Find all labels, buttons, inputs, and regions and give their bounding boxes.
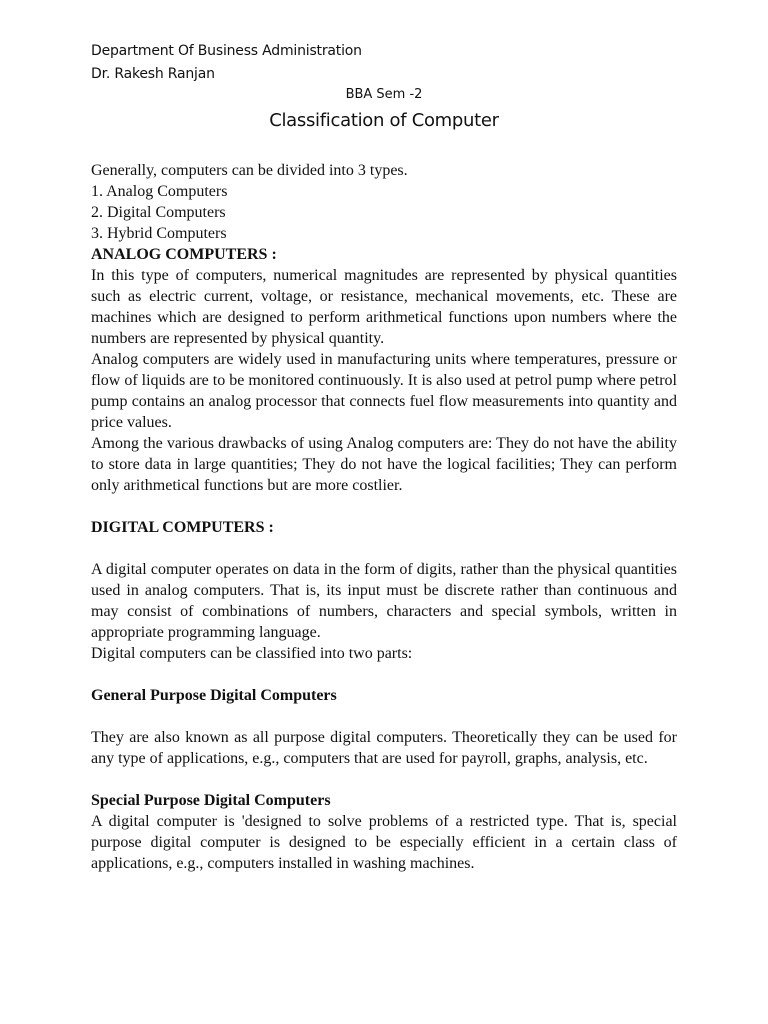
- type-item-hybrid: 3. Hybrid Computers: [91, 225, 227, 242]
- analog-paragraph-3: Among the various drawbacks of using Analog computers are: They do not have the ability to store data in large quantities; They do not have the logical facilities; They can perform only arithmetical functions but are more costlier.: [91, 435, 677, 494]
- intro-text: Generally, computers can be divided into 3 types.: [91, 162, 408, 179]
- analog-heading: ANALOG COMPUTERS :: [91, 246, 277, 263]
- type-item-analog: 1. Analog Computers: [91, 183, 228, 200]
- document-body: [91, 160, 677, 874]
- special-purpose-text: A digital computer is 'designed to solve problems of a restricted type. That is, special purpose digital computer is designed to be especially efficient in a certain class of applications, e.g., computers installed in washing machines.: [91, 813, 677, 872]
- author-name: Dr. Rakesh Ranjan: [91, 66, 215, 82]
- digital-paragraph-2: Digital computers can be classified into two parts:: [91, 645, 413, 662]
- semester-label: BBA Sem -2: [345, 87, 423, 102]
- page-title: Classification of Computer: [269, 110, 499, 131]
- spacer: [91, 664, 677, 685]
- department-name: Department Of Business Administration: [91, 43, 362, 59]
- digital-paragraph-1: A digital computer operates on data in the form of digits, rather than the physical quantities used in analog computers. That is, its input must be discrete rather than continuous and may consist of combinations of numbers, characters and special symbols, written in appropriate programming language.: [91, 561, 677, 641]
- special-purpose-heading: Special Purpose Digital Computers: [91, 792, 331, 809]
- spacer: [91, 538, 677, 559]
- type-item-digital: 2. Digital Computers: [91, 204, 226, 221]
- spacer: [91, 769, 677, 790]
- digital-heading: DIGITAL COMPUTERS :: [91, 519, 274, 536]
- analog-paragraph-1: In this type of computers, numerical magnitudes are represented by physical quantities such as electric current, voltage, or resistance, mechanical movements, etc. These are machines which are designed to perform arithmetical functions upon numbers where the numbers are represented by physical quantity.: [91, 267, 677, 347]
- general-purpose-heading: General Purpose Digital Computers: [91, 687, 337, 704]
- analog-paragraph-2: Analog computers are widely used in manufacturing units where temperatures, pressure or flow of liquids are to be monitored continuously. It is also used at petrol pump where petrol pump contains an analog processor that connects fuel flow measurements into quantity and price values.: [91, 351, 677, 431]
- spacer: [91, 496, 677, 517]
- general-purpose-text: They are also known as all purpose digital computers. Theoretically they can be used for any type of applications, e.g., computers that are used for payroll, graphs, analysis, etc.: [91, 729, 677, 767]
- spacer: [91, 706, 677, 727]
